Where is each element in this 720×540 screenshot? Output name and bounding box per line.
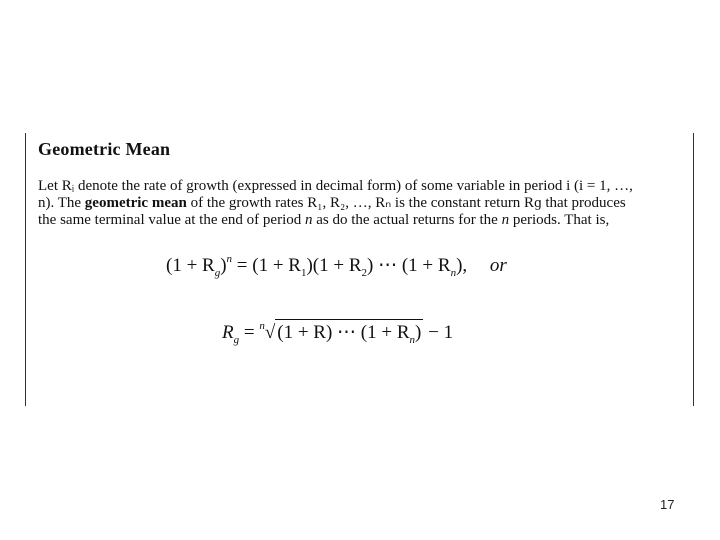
section-heading: Geometric Mean — [38, 139, 171, 159]
eq2-radicand — [275, 319, 423, 346]
page-number: 17 — [660, 497, 675, 512]
eq2-root-index: n — [259, 320, 265, 332]
line3-text-c: periods. That is, — [509, 212, 610, 228]
eq1-lhs-close: ) — [220, 255, 227, 276]
line3-text-b: as do the actual returns for the — [312, 212, 502, 228]
equation-geometric-mean — [222, 320, 453, 346]
paragraph-line-1: Let Rᵢ denote the rate of growth (expressed in decimal form) of some variable in period i (i = 1, …, — [38, 178, 633, 194]
equation-compound-growth — [166, 253, 507, 279]
eq1-lhs: (1 + R — [166, 255, 215, 276]
paragraph-line-3 — [38, 212, 686, 229]
eq1-r2-sub: 2 — [361, 267, 368, 279]
line3-text-a: the same terminal value at the end of period — [38, 212, 305, 228]
eq2-lhs-sub: g — [233, 334, 240, 346]
line2-text-b: of the growth rates R₁, R₂, …, Rₙ is the constant return Rɡ that produces — [186, 195, 626, 211]
eq1-exponent: n — [226, 253, 233, 265]
eq2-radicand-a: (1 + R) ⋯ (1 + R — [277, 322, 410, 343]
geometric-mean-term: geometric mean — [84, 195, 187, 211]
line2-text-a: n). The — [38, 195, 85, 211]
eq2-equals: = — [239, 322, 260, 343]
radical-sign: √ — [264, 322, 276, 343]
line3-var-n2: n — [501, 212, 510, 228]
line3-var-n1: n — [304, 212, 313, 228]
eq1-rn-sub: n — [450, 267, 457, 279]
eq1-r1-sub: 1 — [300, 267, 307, 279]
eq2-tail: − 1 — [423, 322, 454, 343]
left-border-rule — [25, 133, 26, 406]
eq2-radicand-sub: n — [409, 334, 416, 346]
eq1-mid2: ) ⋯ (1 + R — [367, 255, 451, 276]
right-border-rule — [693, 133, 694, 406]
eq2-radical — [275, 321, 423, 346]
eq1-end: ), — [456, 255, 468, 276]
eq2-lhs: R — [222, 322, 234, 343]
eq1-mid1: )(1 + R — [306, 255, 362, 276]
definition-paragraph — [38, 178, 686, 229]
eq2-radicand-b: ) — [415, 322, 422, 343]
eq1-or: or — [489, 255, 507, 276]
eq1-lhs-sub: g — [214, 267, 221, 279]
eq1-rhs: = (1 + R — [232, 255, 301, 276]
paragraph-line-2 — [38, 195, 686, 212]
